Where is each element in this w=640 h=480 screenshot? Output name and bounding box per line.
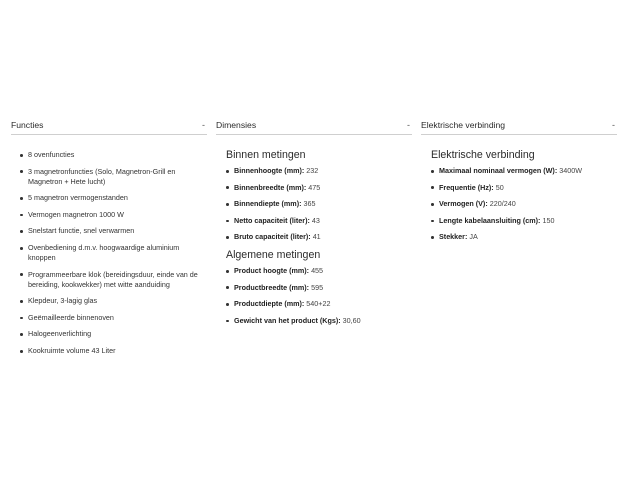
spec-value: 41 [312, 232, 321, 242]
list-item: 5 magnetron vermogenstanden [20, 193, 198, 203]
spec-value: 365 [303, 199, 316, 209]
spec-value: 220/240 [489, 199, 516, 209]
spec-label: Vermogen (V): [439, 199, 488, 209]
spec-value: 150 [542, 215, 555, 225]
functies-list [11, 150, 198, 356]
algemene-metingen-list [226, 266, 412, 326]
spec-row [226, 166, 412, 176]
functies-accordion-header[interactable] [11, 116, 207, 135]
functies-title: Functies [11, 120, 44, 130]
spec-row [226, 183, 412, 193]
collapse-icon[interactable]: - [407, 120, 410, 130]
spec-label: Frequentie (Hz): [439, 182, 494, 192]
elektrische-verbinding-title: Elektrische verbinding [421, 120, 506, 130]
spec-value: 475 [308, 182, 321, 192]
spec-value: 50 [495, 182, 504, 192]
spec-row [226, 216, 412, 226]
list-item: Vermogen magnetron 1000 W [20, 210, 198, 220]
spec-row [431, 183, 617, 193]
list-item: Ovenbediening d.m.v. hoogwaardige aluminium knoppen [20, 243, 198, 263]
spec-label: Binnenbreedte (mm): [234, 182, 307, 192]
dimensies-accordion-header[interactable] [216, 116, 412, 135]
spec-row [226, 299, 412, 309]
spec-label: Binnenhoogte (mm): [234, 166, 305, 175]
dimensies-content [216, 149, 412, 326]
spec-label: Product hoogte (mm): [234, 265, 310, 275]
list-item: 3 magnetronfuncties (Solo, Magnetron-Grill en Magnetron + Hete lucht) [20, 167, 198, 187]
spec-row [226, 316, 412, 326]
list-item: Halogeenverlichting [20, 329, 198, 339]
spec-value: 540+22 [306, 299, 331, 309]
functies-section [11, 116, 207, 363]
spec-label: Productdiepte (mm): [234, 299, 305, 309]
elektrische-verbinding-accordion-header[interactable] [421, 116, 617, 135]
spec-value: 455 [311, 265, 324, 275]
spec-value: JA [469, 232, 478, 242]
spec-row [226, 199, 412, 209]
spec-label: Productbreedte (mm): [234, 282, 310, 292]
spec-row [226, 283, 412, 293]
spec-row [226, 232, 412, 242]
spec-label: Gewicht van het product (Kgs): [234, 315, 341, 325]
elektrische-verbinding-list [431, 166, 617, 242]
list-item: Programmeerbare klok (bereidingsduur, einde van de bereiding, kookwekker) met witte aanduiding [20, 270, 198, 290]
list-item: 8 ovenfuncties [20, 150, 198, 160]
collapse-icon[interactable]: - [612, 120, 615, 130]
spec-label: Netto capaciteit (liter): [234, 215, 310, 225]
dimensies-section [216, 116, 412, 332]
spec-value: 595 [311, 282, 324, 292]
spec-label: Stekker: [439, 232, 468, 242]
algemene-metingen-heading: Algemene metingen [226, 248, 321, 261]
spec-label: Binnendiepte (mm): [234, 199, 302, 209]
spec-row [431, 216, 617, 226]
spec-row [431, 232, 617, 242]
elektrische-verbinding-heading: Elektrische verbinding [431, 149, 535, 161]
spec-value: 43 [311, 215, 320, 225]
spec-row [431, 166, 617, 176]
list-item: Klepdeur, 3-lagig glas [20, 296, 198, 306]
elektrische-verbinding-content [421, 149, 617, 242]
spec-value: 30,60 [342, 315, 361, 325]
list-item: Snelstart functie, snel verwarmen [20, 226, 198, 236]
list-item: Geëmailleerde binnenoven [20, 313, 198, 323]
elektrische-verbinding-section [421, 116, 617, 249]
spec-label: Bruto capaciteit (liter): [234, 232, 311, 242]
spec-value: 232 [306, 166, 319, 175]
list-item: Kookruimte volume 43 Liter [20, 346, 198, 356]
dimensies-title: Dimensies [216, 120, 257, 130]
spec-row [431, 199, 617, 209]
binnen-metingen-list [226, 166, 412, 242]
spec-label: Maximaal nominaal vermogen (W): [439, 166, 558, 175]
spec-label: Lengte kabelaansluiting (cm): [439, 215, 541, 225]
binnen-metingen-heading: Binnen metingen [226, 149, 306, 161]
spec-row [226, 266, 412, 276]
spec-value: 3400W [559, 166, 582, 175]
collapse-icon[interactable]: - [202, 120, 205, 130]
